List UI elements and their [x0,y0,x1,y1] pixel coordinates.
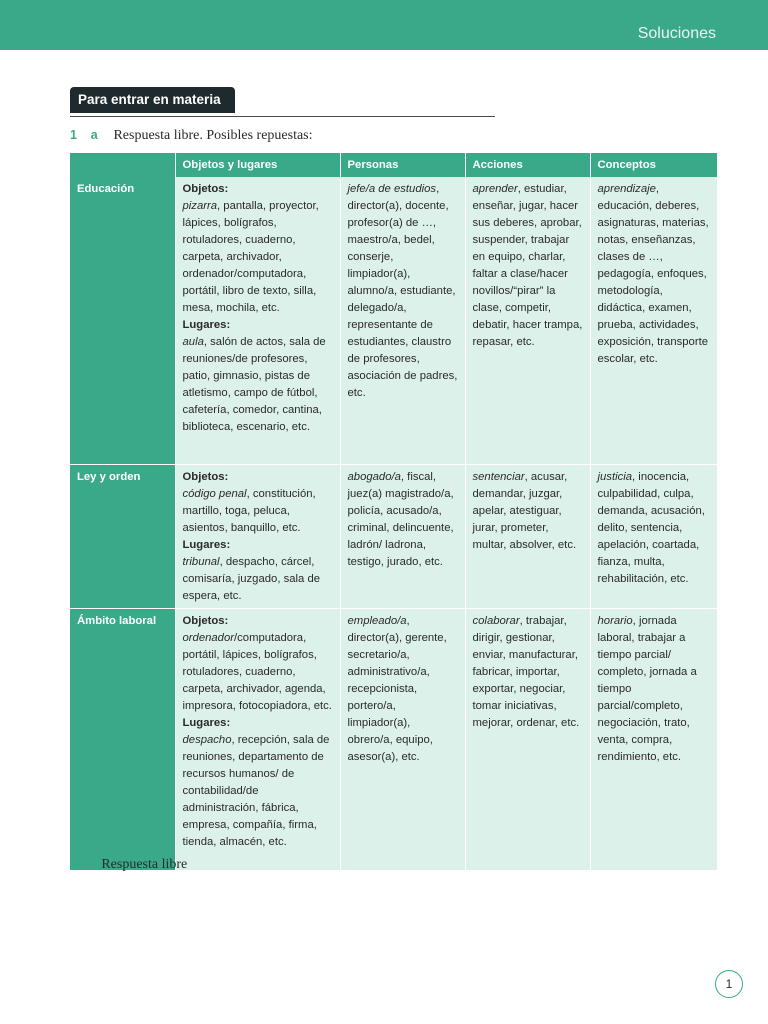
question-text: Respuesta libre. Posibles repuestas: [113,128,313,143]
question-letter: a [90,128,98,142]
places-label: Lugares: [182,538,231,551]
objects-cell [175,608,340,870]
people-text: , director(a), gerente, secretario/a, administrativo/a, recepcionista, portero/a, limpiador(a), obrero/a, equipo, asesor(a), etc. [347,614,447,763]
people-head: empleado/a [347,614,407,627]
page-number: 1 [715,970,743,998]
objects-cell [175,177,340,464]
places-head: despacho [182,733,232,746]
table-row [70,464,717,608]
objects-label: Objetos: [182,614,229,627]
people-cell [340,177,465,464]
objects-head: pizarra [182,200,218,212]
concepts-head: aprendizaje [597,183,656,195]
actions-head: colaborar [472,614,520,627]
concepts-cell [590,177,717,464]
followup-text: Respuesta libre [101,857,188,872]
people-cell [340,464,465,608]
row-label: Educación [70,177,175,464]
objects-text: , constitución, martillo, toga, peluca, asientos, banquillo, etc. [182,487,316,534]
actions-text: , estudiar, enseñar, jugar, hacer sus deberes, aprobar, suspender, trabajar en equipo, charlar, faltar a clase/hacer novillos/“pirar” la clase, competir, debatir, hacer trampa, repasar, etc. [472,183,583,348]
objects-cell [175,464,340,608]
people-head: abogado/a [347,470,401,483]
table-row [70,177,717,464]
places-text: , despacho, cárcel, comisaría, juzgado, sala de espera, etc. [182,555,321,602]
places-text: , recepción, sala de reuniones, departamento de recursos humanos/ de contabilidad/de administración, fábrica, empresa, compañía, firma, tienda, almacén, etc. [182,733,330,848]
places-label: Lugares: [182,716,231,729]
concepts-head: horario [597,614,633,627]
followup-letter: b–c [70,857,92,871]
concepts-text: , educación, deberes, asignaturas, materias, notas, enseñanzas, clases de …, pedagogía, enfoques, metodología, didáctica, examen, prueba, actividades, exposición, transporte escolar, etc. [597,183,709,365]
objects-text: , pantalla, proyector, lápices, bolígrafos, rotuladores, cuaderno, carpeta, archivador, ordenador/computadora, portátil, libro de texto, silla, mesa, mochila, etc. [182,200,319,314]
concepts-cell [590,464,717,608]
actions-cell [465,608,590,870]
concepts-text: , inocencia, culpabilidad, culpa, demanda, acusación, delito, sentencia, apelación, coartada, fianza, multa, rehabilitación, etc. [597,470,705,585]
concepts-text: , jornada laboral, trabajar a tiempo parcial/ completo, jornada a tiempo parcial/completo, negociación, trato, venta, compra, rendimiento, etc. [597,614,697,763]
table-header-row [70,153,717,177]
row-label: Ley y orden [70,464,175,608]
section-divider [70,116,495,117]
header-cell-concepts: Conceptos [590,153,717,177]
actions-text: , acusar, demandar, juzgar, apelar, atestiguar, jurar, prometer, multar, absolver, etc. [472,470,577,551]
table-row [70,608,717,870]
row-label: Ámbito laboral [70,608,175,870]
followup-line [70,856,187,873]
places-label: Lugares: [182,319,231,331]
objects-label: Objetos: [182,183,229,195]
objects-head: código penal [182,487,247,500]
header-cell-people: Personas [340,153,465,177]
objects-head: ordenador [182,631,235,644]
concepts-cell [590,608,717,870]
actions-text: , trabajar, dirigir, gestionar, enviar, manufacturar, fabricar, importar, exportar, negociar, tomar iniciativas, mejorar, ordenar, etc. [472,614,580,729]
actions-cell [465,464,590,608]
header-cell-empty [70,153,175,177]
places-head: aula [182,336,204,348]
places-text: , salón de actos, sala de reuniones/de profesores, patio, gimnasio, pistas de atletismo, campo de fútbol, cafetería, comedor, cantina, biblioteca, escenario, etc. [182,336,326,433]
question-number: 1 [70,128,77,142]
places-head: tribunal [182,555,220,568]
objects-text: /computadora, portátil, lápices, bolígrafos, rotuladores, cuaderno, carpeta, archivador, agenda, impresora, fotocopiadora, etc. [182,631,332,712]
header-title: Soluciones [637,25,716,42]
objects-label: Objetos: [182,470,229,483]
header-cell-actions: Acciones [465,153,590,177]
concepts-head: justicia [597,470,633,483]
answers-table [70,153,717,871]
actions-head: aprender [472,183,518,195]
people-cell [340,608,465,870]
people-head: jefe/a de estudios [347,183,437,195]
header-cell-objects: Objetos y lugares [175,153,340,177]
actions-head: sentenciar [472,470,525,483]
top-banner [0,0,768,50]
section-title-tab: Para entrar en materia [70,87,235,113]
people-text: , fiscal, juez(a) magistrado/a, policía, acusado/a, criminal, delincuente, ladrón/ ladrona, testigo, jurado, etc. [347,470,454,568]
question-line [70,127,313,144]
people-text: , director(a), docente, profesor(a) de …, maestro/a, bedel, conserje, limpiador(a), alumno/a, estudiante, delegado/a, representante de estudiantes, claustro de profesores, asociación de padres, etc. [347,183,458,399]
actions-cell [465,177,590,464]
